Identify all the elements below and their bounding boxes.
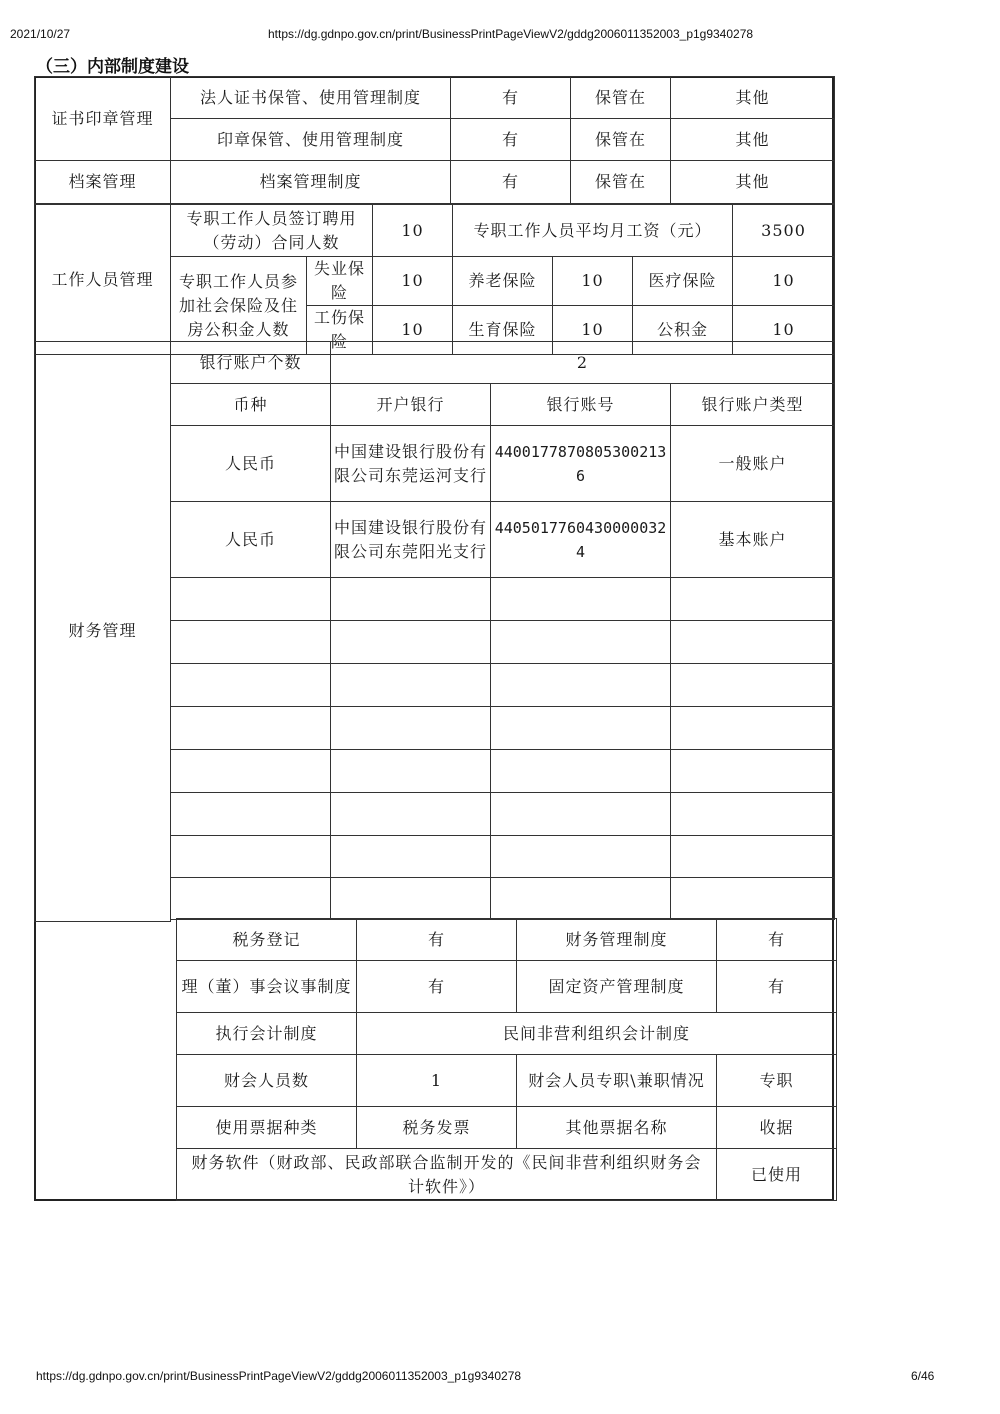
archive-has: 有	[451, 161, 571, 204]
software-label: 财务软件（财政部、民政部联合监制开发的《民间非营利组织财务会计软件》）	[177, 1149, 717, 1201]
contract-label: 专职工作人员签订聘用（劳动）合同人数	[171, 205, 373, 257]
fin-system-label: 财务管理制度	[517, 919, 717, 961]
maternity-insurance-value: 10	[553, 306, 633, 355]
account-count-label: 银行账户个数	[171, 342, 331, 384]
archive-keeper: 其他	[671, 161, 835, 204]
medical-insurance-label: 医疗保险	[633, 257, 733, 306]
footer-url: https://dg.gdnpo.gov.cn/print/BusinessPrintPageViewV2/gddg2006011352003_p1g9340278	[36, 1369, 522, 1383]
injury-insurance-value: 10	[373, 306, 453, 355]
archive-label: 档案管理	[35, 161, 171, 204]
cert-has: 有	[451, 77, 571, 119]
unemployment-insurance-value: 10	[373, 257, 453, 306]
other-bill-label: 其他票据名称	[517, 1107, 717, 1149]
injury-insurance-label: 工伤保险	[307, 306, 373, 355]
staff-label: 工作人员管理	[35, 205, 171, 355]
salary-value: 3500	[733, 205, 835, 257]
accounting-label: 执行会计制度	[177, 1013, 357, 1055]
cert-item: 法人证书保管、使用管理制度	[171, 77, 451, 119]
housing-fund-label: 公积金	[633, 306, 733, 355]
medical-insurance-value: 10	[733, 257, 835, 306]
col-account-number: 银行账号	[491, 384, 671, 426]
fin-system-value: 有	[717, 919, 837, 961]
print-date: 2021/10/27	[10, 27, 71, 41]
staff-count-label: 财会人员数	[177, 1055, 357, 1107]
accounting-value: 民间非营利组织会计制度	[357, 1013, 837, 1055]
col-currency: 币种	[171, 384, 331, 426]
other-bill-value: 收据	[717, 1107, 837, 1149]
col-account-type: 银行账户类型	[671, 384, 835, 426]
archive-item: 档案管理制度	[171, 161, 451, 204]
board-label: 理（董）事会议事制度	[177, 961, 357, 1013]
account-number: 44001778708053002136	[491, 426, 671, 502]
tax-value: 有	[357, 919, 517, 961]
bill-label: 使用票据种类	[177, 1107, 357, 1149]
pension-insurance-value: 10	[553, 257, 633, 306]
tax-label: 税务登记	[177, 919, 357, 961]
unemployment-insurance-label: 失业保险	[307, 257, 373, 306]
contract-count: 10	[373, 205, 453, 257]
section-title: （三）内部制度建设	[36, 57, 189, 77]
cert-seal-section	[34, 76, 834, 206]
page-number: 6/46	[911, 1369, 935, 1383]
maternity-insurance-label: 生育保险	[453, 306, 553, 355]
software-value: 已使用	[717, 1149, 837, 1201]
account-number: 44050177604300000324	[491, 502, 671, 578]
staff-count-value: 1	[357, 1055, 517, 1107]
account-count-value: 2	[331, 342, 835, 384]
bill-value: 税务发票	[357, 1107, 517, 1149]
account-type: 一般账户	[671, 426, 835, 502]
seal-keeper: 其他	[671, 119, 835, 161]
seal-item: 印章保管、使用管理制度	[171, 119, 451, 161]
header-url: https://dg.gdnpo.gov.cn/print/BusinessPrintPageViewV2/gddg2006011352003_p1g9340278	[268, 27, 754, 41]
pension-insurance-label: 养老保险	[453, 257, 553, 306]
staff-type-label: 财会人员专职\兼职情况	[517, 1055, 717, 1107]
archive-keeper-label: 保管在	[571, 161, 671, 204]
finance-detail-table	[176, 918, 837, 1201]
finance-table	[34, 341, 835, 922]
board-value: 有	[357, 961, 517, 1013]
finance-label: 财务管理	[35, 342, 171, 922]
account-bank: 中国建设银行股份有限公司东莞运河支行	[331, 426, 491, 502]
account-type: 基本账户	[671, 502, 835, 578]
seal-keeper-label: 保管在	[571, 119, 671, 161]
asset-label: 固定资产管理制度	[517, 961, 717, 1013]
salary-label: 专职工作人员平均月工资（元）	[453, 205, 733, 257]
col-bank: 开户银行	[331, 384, 491, 426]
cert-keeper: 其他	[671, 77, 835, 119]
insurance-label: 专职工作人员参加社会保险及住房公积金人数	[171, 257, 307, 355]
housing-fund-value: 10	[733, 306, 835, 355]
cert-keeper-label: 保管在	[571, 77, 671, 119]
account-currency: 人民币	[171, 502, 331, 578]
staff-type-value: 专职	[717, 1055, 837, 1107]
account-bank: 中国建设银行股份有限公司东莞阳光支行	[331, 502, 491, 578]
cert-seal-label: 证书印章管理	[35, 77, 171, 161]
asset-value: 有	[717, 961, 837, 1013]
staff-table	[34, 204, 835, 355]
account-currency: 人民币	[171, 426, 331, 502]
seal-has: 有	[451, 119, 571, 161]
cert-seal-table	[34, 76, 835, 204]
